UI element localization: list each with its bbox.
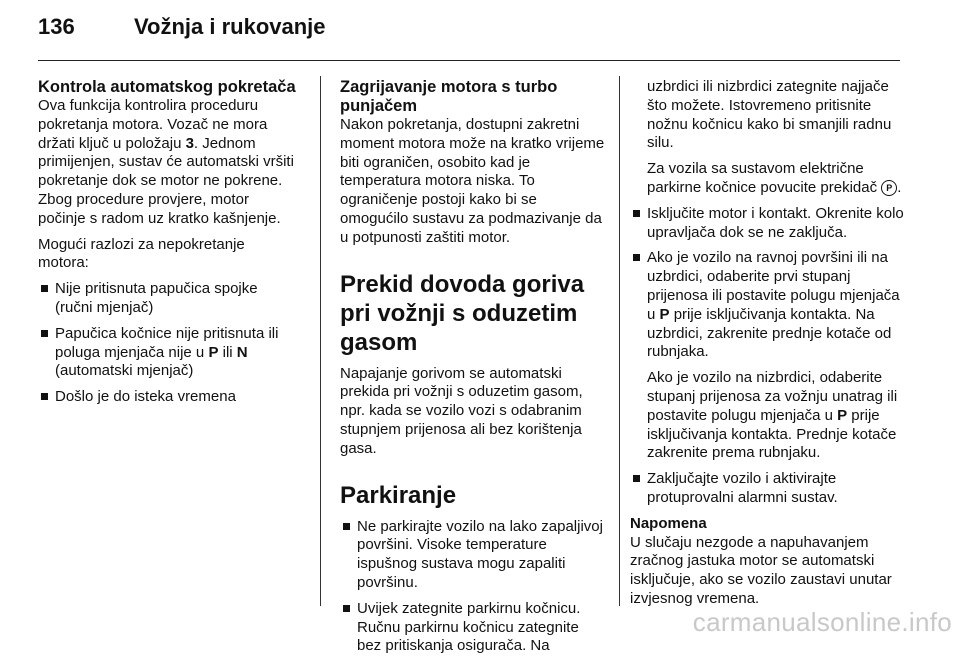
downhill-text: Ako je vozilo na nizbrdici, odaberite stupanj prijenosa za vožnju unatrag ili postavite polugu mjenjača u P prije isključivanja kontakta. Prednje kotače zakrenite prema rubnjaku. xyxy=(647,369,898,462)
parking-list-continued xyxy=(630,205,912,362)
list-item: Ne parkirajte vozilo na lako zapaljivoj površini. Visoke temperature ispušnog sustava mogu zapaliti površinu. xyxy=(340,518,606,593)
column-1 xyxy=(38,78,298,414)
list-item: Došlo je do isteka vremena xyxy=(38,388,298,407)
list-item: Ako je vozilo na ravnoj površini ili na uzbrdici, odaberite prvi stupanj prijenosa ili postavite polugu mjenjača u P prije isključivanja kontakta. Na uzbrdici, zakrenite prednje kotače od rubnjaka. xyxy=(630,249,912,362)
header-rule xyxy=(38,60,900,61)
bullet-icon xyxy=(633,254,640,261)
list-item: Isključite motor i kontakt. Okrenite kolo upravljača dok se ne zaključa. xyxy=(630,205,912,243)
bullet-icon xyxy=(41,393,48,400)
bullet-icon xyxy=(41,285,48,292)
column-divider xyxy=(320,76,321,606)
list-item: Zaključajte vozilo i aktivirajte protuprovalni alarmni sustav. xyxy=(630,470,912,508)
section-heading-parking: Parkiranje xyxy=(340,481,457,509)
section-heading-turbo: Zagrijavanje motora s turbo punjačem xyxy=(340,78,558,115)
watermark: carmanualsonline.info xyxy=(692,607,952,637)
reasons-intro: Mogući razlozi za nepokretanje motora: xyxy=(38,235,245,272)
page-title: Vožnja i rukovanje xyxy=(134,14,326,39)
column-2 xyxy=(340,78,606,663)
page-header xyxy=(38,14,918,54)
column-3 xyxy=(630,78,912,616)
note-heading: Napomena xyxy=(630,514,707,532)
section-heading-autostart: Kontrola automatskog pokretača xyxy=(38,78,296,96)
bullet-icon xyxy=(343,523,350,530)
bullet-icon xyxy=(41,330,48,337)
list-item: Nije pritisnuta papučica spojke (ručni mjenjač) xyxy=(38,280,298,318)
turbo-text: Nakon pokretanja, dostupni zakretni moment motora može na kratko vrijeme biti ograničen, osobito kad je temperatura motora niska. To ograničenje postoji kako bi se omogućilo sustavu za podmazivanje da u potpunosti zaštiti motor. xyxy=(340,116,605,246)
parking-brake-icon: P xyxy=(881,180,897,196)
page-number: 136 xyxy=(38,14,75,39)
bullet-icon xyxy=(633,475,640,482)
parking-brake-continued: uzbrdici ili nizbrdici zategnite najjače što možete. Istovremeno pritisnite nožnu kočnicu kako bi smanjili radnu silu. xyxy=(647,78,892,152)
fuel-cutoff-text: Napajanje gorivom se automatski prekida pri vožnji s oduzetim gasom, npr. kada se vozilo vozi s odabranim stupnjem prijenosa ali bez korištenja gasa. xyxy=(340,364,583,457)
section-heading-fuel-cutoff: Prekid dovoda goriva pri vožnji s oduzetim gasom xyxy=(340,270,585,356)
parking-list-final xyxy=(630,470,912,508)
reasons-list xyxy=(38,280,298,407)
bullet-icon xyxy=(343,605,350,612)
autostart-intro: Ova funkcija kontrolira proceduru pokretanja motora. Vozač ne mora držati ključ u položaju 3. Jednom primijenjen, sustav će automatski vršiti pokretanje dok se motor ne pokrene. Zbog procedure provjere, motor počinje s radom uz kratko kašnjenje. xyxy=(38,97,294,227)
note-text: U slučaju nezgode a napuhavanjem zračnog jastuka motor se automatski isključuje, ako se vozilo zaustavi unutar izvjesnog vremena. xyxy=(630,533,892,607)
column-divider xyxy=(619,76,620,606)
list-item: Uvijek zategnite parkirnu kočnicu. Ručnu parkirnu kočnicu zategnite bez pritiskanja osigurača. Na xyxy=(340,600,606,656)
bullet-icon xyxy=(633,210,640,217)
parking-list xyxy=(340,518,606,657)
electric-brake-text: Za vozila sa sustavom električne parkirne kočnice povucite prekidač P . xyxy=(647,160,902,196)
list-item: Papučica kočnice nije pritisnuta ili poluga mjenjača nije u P ili N (automatski mjenjač) xyxy=(38,325,298,381)
